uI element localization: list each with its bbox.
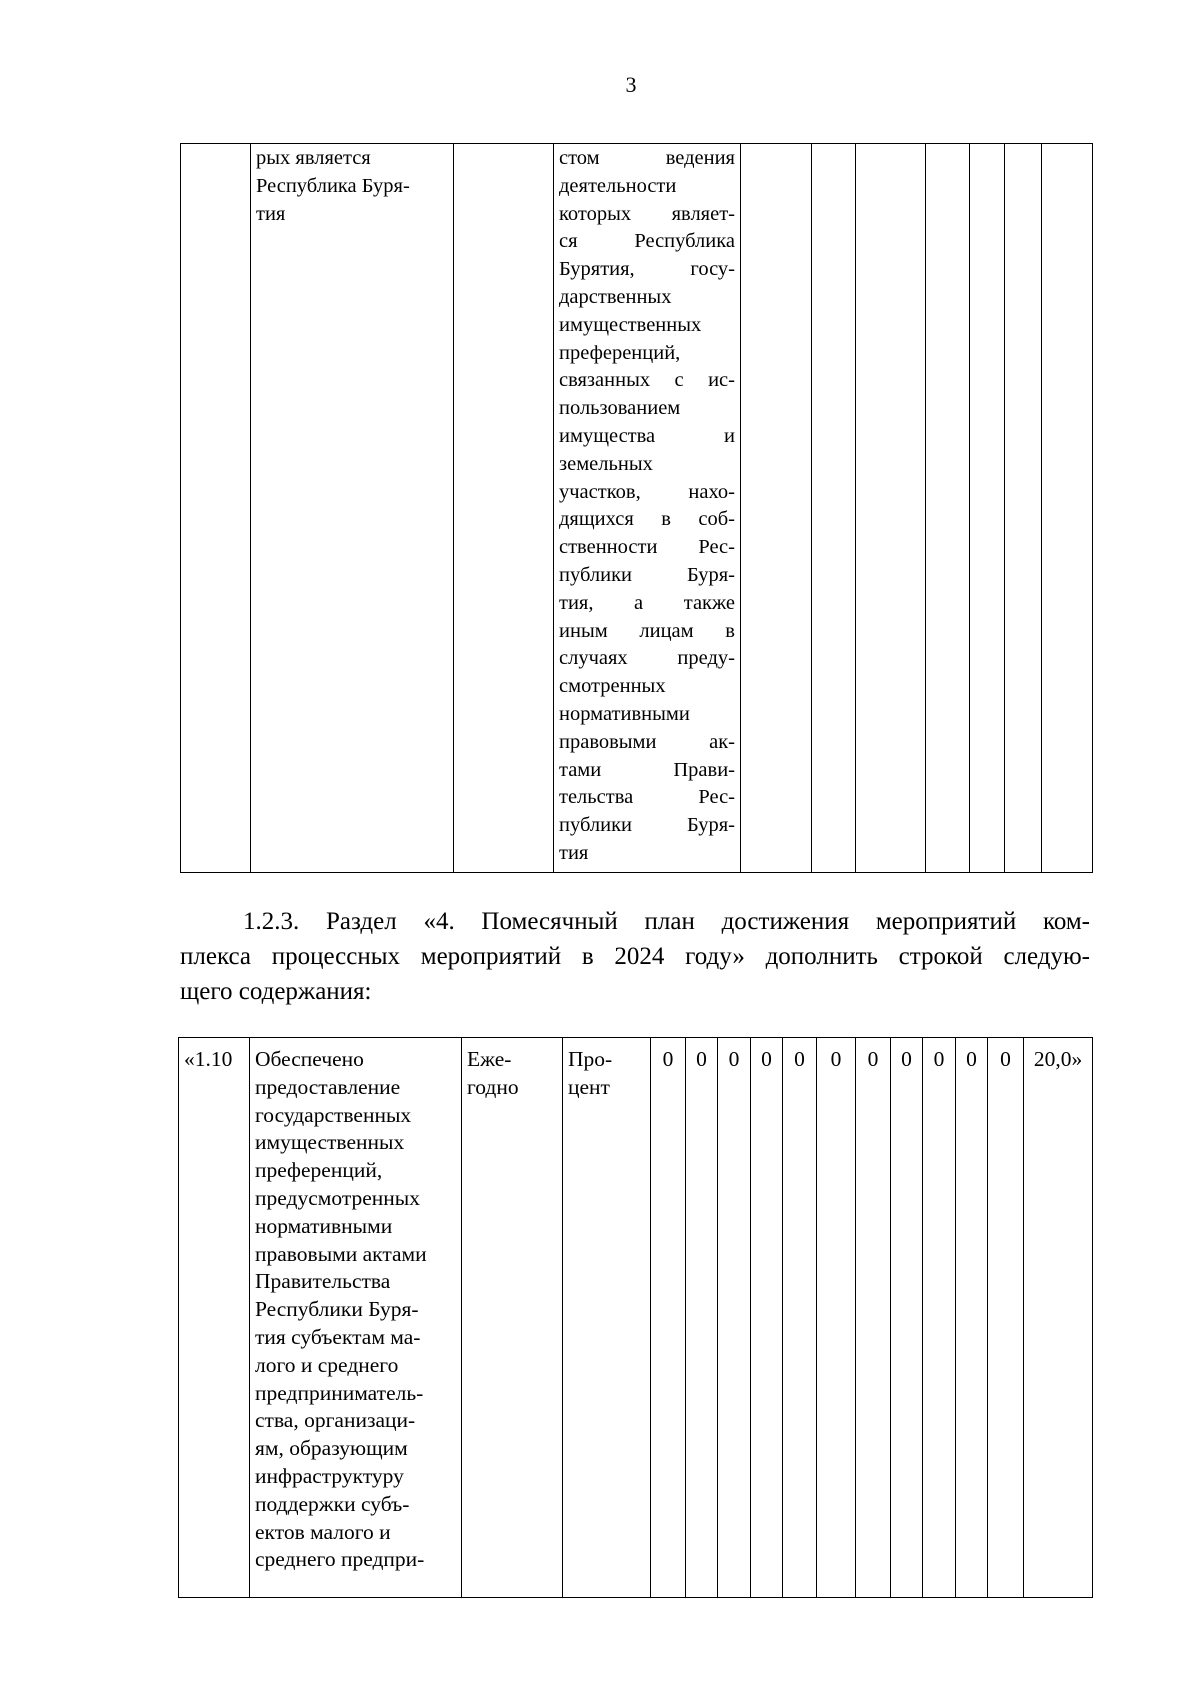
text-line: пользованием xyxy=(559,397,681,420)
text-line: имущества и xyxy=(559,424,735,447)
month-value-cell: 0 xyxy=(751,1038,783,1598)
month-value-cell: 0 xyxy=(651,1038,686,1598)
text-line: участков, нахо- xyxy=(559,480,735,503)
text-line: дящихся в соб- xyxy=(559,508,735,531)
text-line: нормативными xyxy=(559,702,690,725)
text-line: рых является xyxy=(256,147,371,169)
text-line: Республики Буря- xyxy=(255,1297,419,1322)
indicator-name-cell xyxy=(250,1038,462,1598)
text-line: преференций, xyxy=(559,341,681,364)
month-value-cell: 0 xyxy=(891,1038,923,1598)
text-line: предусмотренных xyxy=(255,1185,420,1210)
month-value-cell: 0 xyxy=(856,1038,891,1598)
table-cell xyxy=(970,144,1005,873)
text-line: плекса процессных мероприятий в 2024 году» дополнить строкой следую- xyxy=(180,943,1090,970)
text-line: Обеспечено xyxy=(255,1047,364,1071)
unit-cell xyxy=(563,1038,651,1598)
text-line: Еже- xyxy=(467,1047,512,1071)
text-line: имущественных xyxy=(255,1130,405,1155)
text-line: нормативными xyxy=(255,1213,393,1238)
text-line: среднего предпри- xyxy=(255,1547,425,1572)
text-line: 1.2.3. Раздел «4. Помесячный план достижения мероприятий ком- xyxy=(243,908,1090,935)
text-line: ственности Рес- xyxy=(559,536,735,559)
text-line: правовыми актами xyxy=(255,1241,427,1266)
text-line: годно xyxy=(467,1074,519,1099)
text-line: цент xyxy=(568,1074,610,1099)
month-value-cell: 0 xyxy=(923,1038,956,1598)
year-end-value-cell: 20,0» xyxy=(1024,1038,1093,1598)
text-line: связанных с ис- xyxy=(559,369,735,392)
month-value-cell: 0 xyxy=(817,1038,856,1598)
text-line: правовыми ак- xyxy=(559,730,735,753)
text-line: ства, организаци- xyxy=(255,1408,416,1433)
text-line: публики Буря- xyxy=(559,563,735,586)
text-line: государственных xyxy=(255,1102,412,1127)
text-line: преференций, xyxy=(255,1158,383,1183)
text-line: стом ведения xyxy=(559,147,735,169)
text-line: которых являет- xyxy=(559,202,735,225)
month-value-cell: 0 xyxy=(686,1038,718,1598)
table-cell xyxy=(1042,144,1093,873)
text-line: тия субъектам ма- xyxy=(255,1324,421,1349)
table-cell-description xyxy=(554,144,741,873)
text-line: Республика Буря- xyxy=(256,174,410,197)
text-line: поддержки субъ- xyxy=(255,1491,410,1516)
table-cell xyxy=(741,144,812,873)
text-line: случаях преду- xyxy=(559,647,735,670)
text-line: деятельности xyxy=(559,174,677,197)
month-value-cell: 0 xyxy=(956,1038,988,1598)
amendment-paragraph xyxy=(180,904,1090,1009)
table-row xyxy=(179,1038,1093,1598)
text-line: Бурятия, госу- xyxy=(559,258,735,281)
month-value-cell: 0 xyxy=(718,1038,751,1598)
text-line: предприниматель- xyxy=(255,1380,424,1405)
text-line: публики Буря- xyxy=(559,814,735,837)
periodicity-cell xyxy=(462,1038,563,1598)
table-cell xyxy=(812,144,856,873)
table-cell xyxy=(926,144,970,873)
text-line: смотренных xyxy=(559,675,666,698)
text-line: Про- xyxy=(568,1047,613,1071)
text-line: тия, а также xyxy=(559,591,735,614)
added-row-table xyxy=(178,1037,1093,1598)
text-line: земельных xyxy=(559,452,653,475)
text-line: иным лицам в xyxy=(559,619,735,642)
month-value-cell: 0 xyxy=(783,1038,817,1598)
text-line: тия xyxy=(256,202,286,225)
text-line: дарственных xyxy=(559,285,672,308)
page-number: 3 xyxy=(625,72,637,97)
text-line: щего содержания: xyxy=(180,978,372,1005)
text-line: инфраструктуру xyxy=(255,1463,404,1488)
text-line: ям, образующим xyxy=(255,1436,408,1461)
text-line: предоставление xyxy=(255,1074,401,1099)
table-cell xyxy=(454,144,554,873)
table-cell xyxy=(181,144,251,873)
text-line: тами Прави- xyxy=(559,758,735,781)
month-value-cell: 0 xyxy=(988,1038,1024,1598)
text-line: тельства Рес- xyxy=(559,786,735,809)
table-cell xyxy=(1005,144,1042,873)
text-line: лого и среднего xyxy=(255,1352,399,1377)
table-cell-responsible xyxy=(251,144,454,873)
row-number-cell: «1.10 xyxy=(179,1038,250,1598)
text-line: имущественных xyxy=(559,313,702,336)
text-line: ся Республика xyxy=(559,230,735,253)
continuation-table xyxy=(180,143,1093,873)
table-row xyxy=(181,144,1093,873)
text-line: Правительства xyxy=(255,1269,391,1294)
text-line: ектов малого и xyxy=(255,1519,391,1544)
text-line: тия xyxy=(559,841,589,864)
table-cell xyxy=(856,144,926,873)
